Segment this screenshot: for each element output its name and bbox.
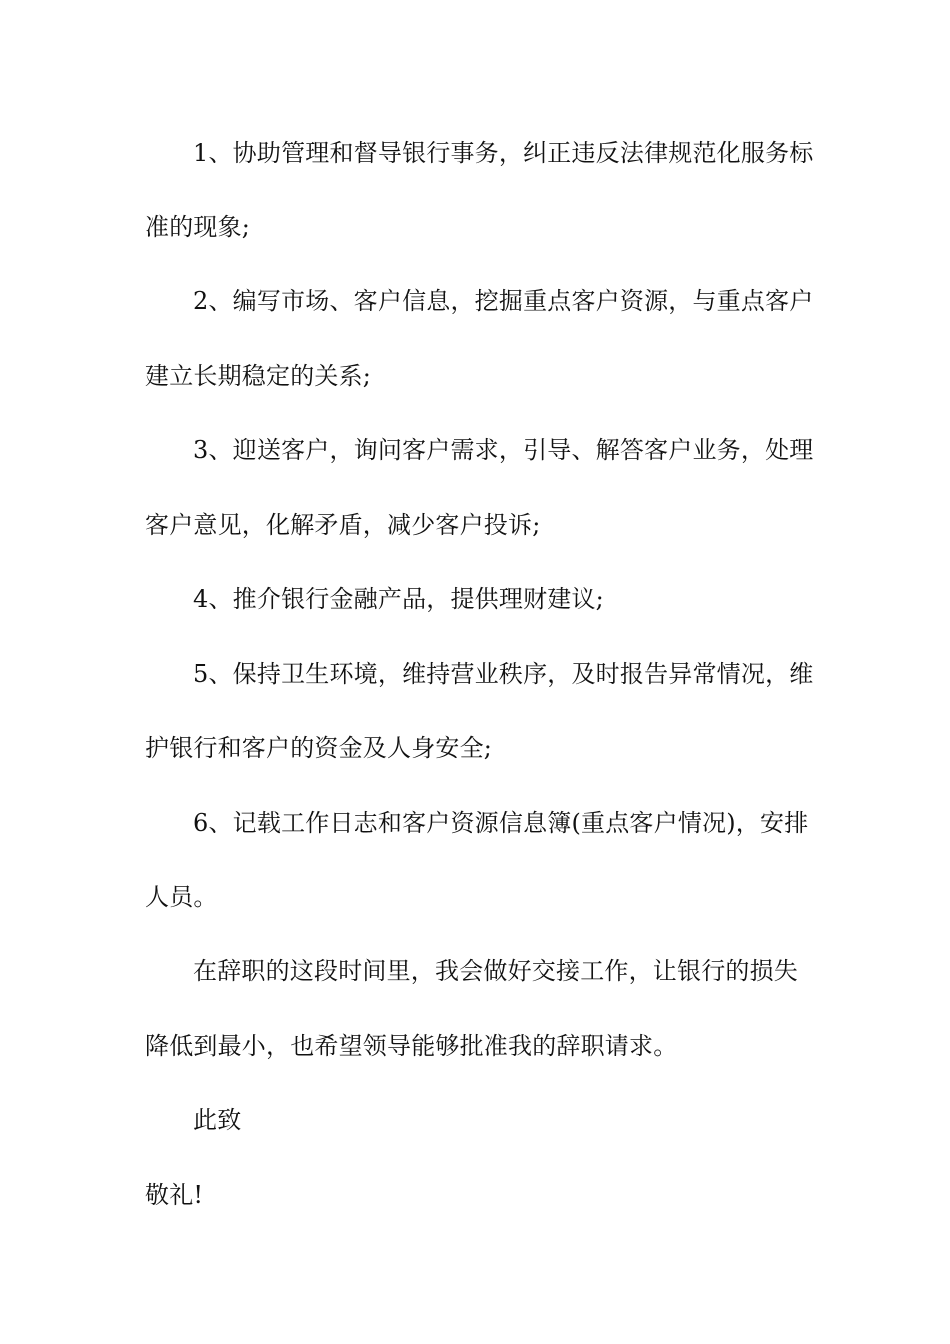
duty-item-5-line-1: 5、保持卫生环境，维持营业秩序，及时报告异常情况，维 <box>193 660 814 688</box>
duty-item-1-line-2: 准的现象; <box>145 213 251 241</box>
duty-item-6-line-2: 人员。 <box>145 883 218 911</box>
duty-item-2-line-2: 建立长期稳定的关系; <box>145 362 372 390</box>
duty-item-5-line-2: 护银行和客户的资金及人身安全; <box>145 734 493 762</box>
resignation-paragraph-line-1: 在辞职的这段时间里，我会做好交接工作，让银行的损失 <box>193 957 798 985</box>
duty-item-4: 4、推介银行金融产品，提供理财建议; <box>193 585 604 613</box>
duty-item-1-line-1: 1、协助管理和督导银行事务，纠正违反法律规范化服务标 <box>193 139 814 167</box>
resignation-paragraph-line-2: 降低到最小，也希望领导能够批准我的辞职请求。 <box>145 1032 678 1060</box>
duty-item-3-line-2: 客户意见，化解矛盾，减少客户投诉; <box>145 511 541 539</box>
duty-item-6-line-1: 6、记载工作日志和客户资源信息簿(重点客户情况)，安排 <box>193 809 809 837</box>
duty-item-2-line-1: 2、编写市场、客户信息，挖掘重点客户资源，与重点客户 <box>193 287 814 315</box>
closing-salutation: 此致 <box>193 1106 242 1134</box>
duty-item-3-line-1: 3、迎送客户，询问客户需求，引导、解答客户业务，处理 <box>193 436 814 464</box>
closing-regards: 敬礼! <box>145 1181 204 1209</box>
